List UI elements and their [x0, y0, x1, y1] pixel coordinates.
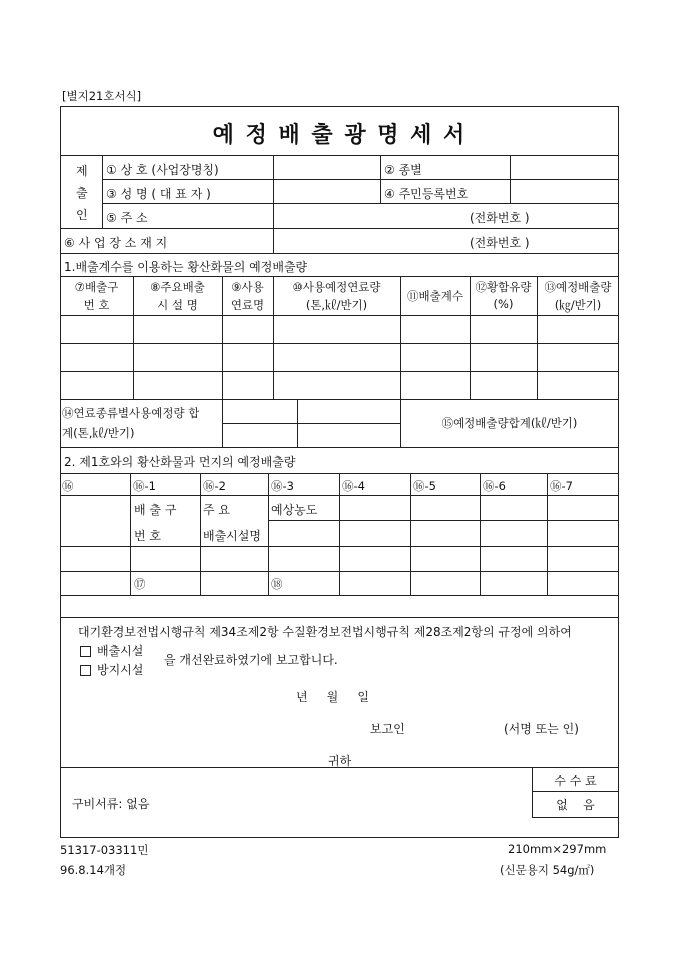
option-prevention-facility[interactable]	[80, 661, 143, 678]
header-fuel-amount-1: ⑩사용예정연료량	[292, 280, 381, 294]
header-fuel-amount-2: (톤,㎘/반기)	[305, 298, 368, 312]
phone-label: (전화번호 )	[470, 211, 530, 225]
sub-concentration: 예상농도	[271, 503, 318, 517]
applicant-label-3: 인	[76, 208, 88, 222]
paper-type: (신문용지 54g/㎡)	[500, 863, 595, 877]
total-emission-label: ⑮예정배출량합계(㎘/반기)	[441, 416, 578, 430]
header-sulfur-1: ⑫황함유량	[475, 280, 532, 294]
section1-title: 1.배출계수를 이용하는 황산화물의 예정배출량	[64, 260, 308, 274]
paper-size: 210mm×297mm	[508, 842, 607, 856]
sub-outlet-2: 번 호	[134, 529, 161, 543]
header-sulfur-2: (%)	[493, 297, 514, 311]
site-location-label: ⑥ 사 업 장 소 재 지	[64, 236, 168, 250]
option-emission-facility[interactable]	[80, 642, 143, 659]
mark-17: ⑰	[134, 577, 146, 591]
col-16-1: ⑯-1	[133, 479, 156, 493]
sub-main-2: 배출시설명	[203, 529, 261, 543]
addressee: 귀하	[328, 754, 352, 768]
option-prevention-label: 방지시설	[97, 663, 144, 677]
header-facility-1: ⑧주요배출	[150, 280, 205, 294]
header-expected-2: (㎏/반기)	[554, 298, 602, 312]
sub-outlet-1: 배 출 구	[134, 503, 177, 517]
sub-main-1: 주 요	[203, 503, 230, 517]
header-outlet-2: 번 호	[83, 298, 110, 312]
applicant-label-2: 출	[76, 186, 88, 200]
signature-label: (서명 또는 인)	[504, 722, 579, 736]
header-fuel-2: 연료명	[230, 298, 265, 312]
representative-label: ③ 성 명 ( 대 표 자 )	[106, 187, 211, 201]
col-16-2: ⑯-2	[203, 479, 226, 493]
total-fuel-label-1: ⑭연료종류별사용예정량 합	[62, 406, 200, 420]
col-16: ⑯	[62, 479, 74, 493]
col-16-6: ⑯-6	[483, 479, 506, 493]
checkbox-emission[interactable]	[80, 646, 91, 657]
report-date: 년 월 일	[296, 690, 369, 704]
col-16-3: ⑯-3	[271, 479, 294, 493]
declaration-text: 대기환경보전법시행규칙 제34조제2항 수질환경보전법시행규칙 제28조제2항의 규정에 의하여	[78, 625, 572, 639]
col-16-5: ⑯-5	[413, 479, 436, 493]
total-fuel-label-2: 계(톤,㎘/반기)	[62, 426, 135, 440]
header-emission-factor: ⑪배출계수	[407, 289, 463, 303]
mark-18: ⑱	[271, 577, 283, 591]
fee-value: 없 음	[556, 798, 595, 812]
header-facility-2: 시 설 명	[157, 298, 198, 312]
col-16-7: ⑯-7	[550, 479, 573, 493]
header-outlet-1: ⑦배출구	[74, 280, 119, 294]
category-label: ② 종별	[384, 163, 422, 177]
header-fuel-1: ⑨사용	[231, 280, 264, 294]
checkbox-prevention[interactable]	[80, 665, 91, 676]
required-documents: 구비서류: 없음	[72, 797, 150, 811]
col-16-4: ⑯-4	[342, 479, 365, 493]
address-label: ⑤ 주 소	[106, 211, 148, 225]
trade-name-label: ① 상 호 (사업장명칭)	[106, 163, 219, 177]
option-emission-label: 배출시설	[97, 644, 144, 658]
form-code: 51317-03311민	[60, 843, 149, 857]
declaration-suffix: 을 개선완료하였기에 보고합니다.	[164, 653, 338, 667]
fee-label: 수 수 료	[554, 774, 597, 788]
resident-number-label: ④ 주민등록번호	[384, 187, 469, 201]
page-title: 예 정 배 출 광 명 세 서	[212, 122, 467, 148]
applicant-label-1: 제	[76, 164, 88, 178]
header-expected-1: ⑬예정배출량	[544, 280, 612, 294]
reporter-label: 보고인	[370, 722, 405, 736]
revision-date: 96.8.14개정	[60, 863, 127, 877]
section2-title: 2. 제1호와의 황산화물과 먼지의 예정배출량	[64, 455, 296, 469]
site-phone-label: (전화번호 )	[470, 236, 530, 250]
form-number: [별지21호서식]	[62, 89, 142, 103]
